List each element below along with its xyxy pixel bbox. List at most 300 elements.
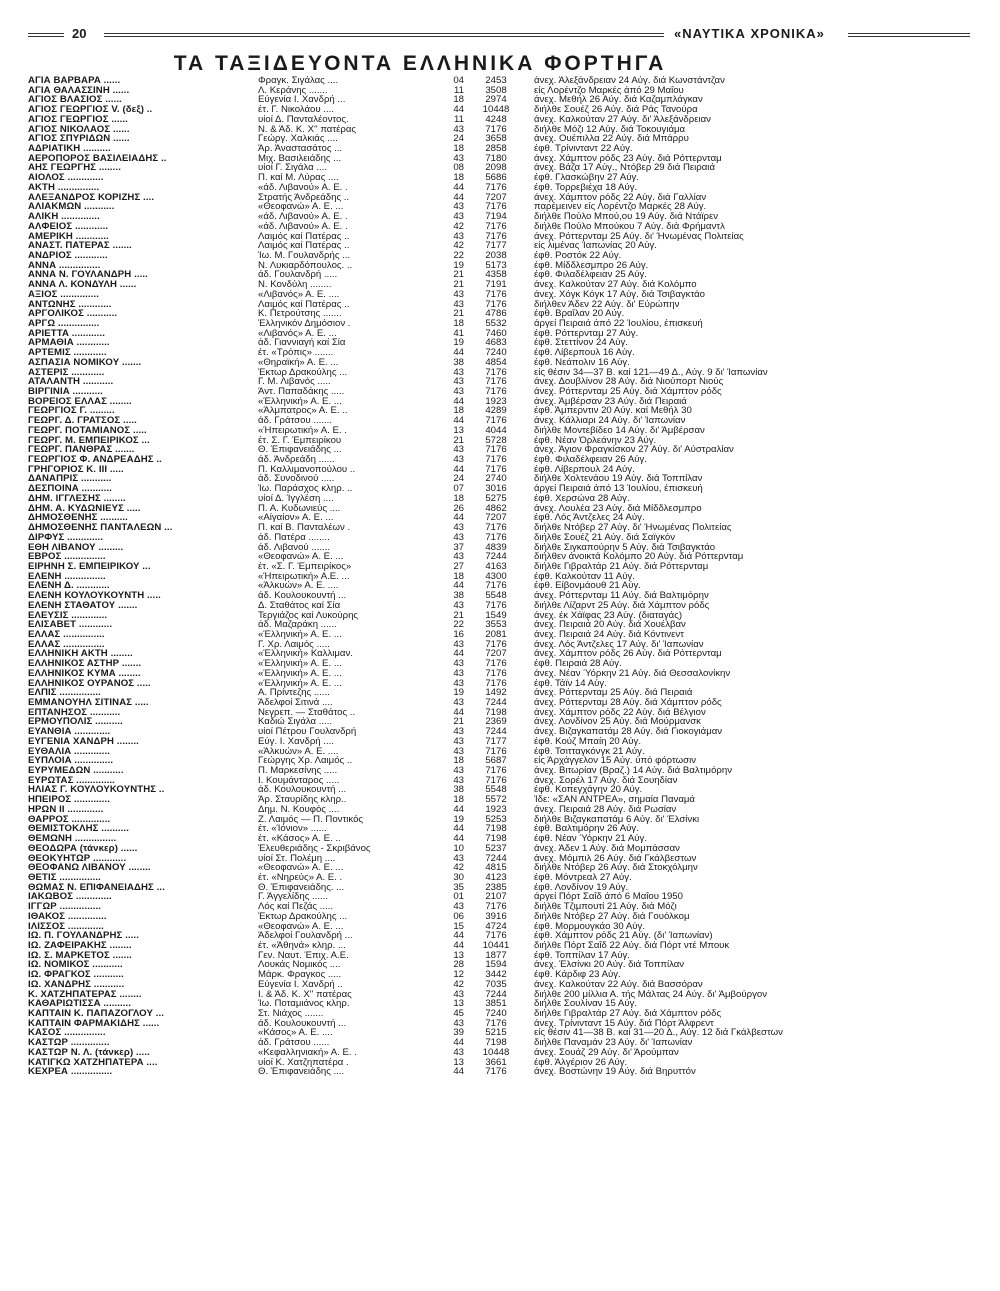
table-row — [28, 436, 818, 446]
table-row — [28, 484, 818, 494]
tonnage: 7176 — [485, 775, 507, 786]
tonnage: 7207 — [485, 649, 507, 660]
tonnage: 7176 — [485, 464, 507, 475]
owner-name: άδ. Λιβανού ....... — [258, 542, 330, 553]
tonnage: 7176 — [485, 202, 507, 213]
tonnage: 7176 — [485, 1018, 507, 1029]
voyage-position: διήλθε Γιβραλτάρ 21 Αύγ. διά Ρόττερνταμ — [534, 561, 709, 572]
ship-name: ΑΚΤΗ ............... — [28, 182, 100, 193]
flag-code: 44 — [453, 1038, 464, 1048]
tonnage: 5215 — [485, 1028, 507, 1039]
owner-name: υίοί Πέτρου Γουλανδρή — [258, 727, 357, 737]
ship-name: ΑΗΣ ΓΕΩΡΓΗΣ ........ — [28, 163, 121, 174]
voyage-position: άνεχ. Καλκούταν 22 Αύγ. διά Βασσόραν — [534, 979, 703, 990]
tonnage: 4815 — [485, 863, 507, 873]
ship-name: ΕΥΡΥΜΕΔΩΝ ........... — [28, 766, 124, 776]
table-row — [28, 513, 818, 523]
owner-name: Ν. Λυκιαρδόπουλος. .. — [258, 260, 353, 271]
table-row — [28, 1038, 818, 1048]
owner-name: υίοί Δ. Ίγγλέση .... — [258, 493, 334, 504]
table-row — [28, 533, 818, 543]
table-row — [28, 86, 818, 96]
table-row — [28, 815, 818, 825]
voyage-position: έφθ. Νέαν Όρλεάνην 23 Αύγ. — [534, 435, 657, 446]
owner-name: άδ. Άνδρεάδη ...... — [258, 455, 335, 465]
ship-name: ΕΥΘΑΛΙΑ ............. — [28, 746, 110, 757]
tonnage: 7176 — [485, 678, 507, 689]
owner-name: Έλληνικόν Δημόσιον . — [258, 318, 351, 329]
table-row — [28, 611, 818, 621]
voyage-position: άνεχ. Νέαν Ύόρκην 21 Αύγ. διά Θεσσαλονίκην — [534, 668, 731, 679]
voyage-position: διήλθε Σιγκαπούρην 5 Αύγ. διά Τσιβαγκτάο — [534, 542, 716, 553]
ship-name: ΒΙΡΓΙΝΙΑ ........... — [28, 387, 103, 397]
voyage-position: διήλθε Παναμάν 23 Αύγ. δι' Ίαπωνίαν — [534, 1038, 693, 1048]
voyage-position: έφθ. Βραΐλαν 20 Αύγ. — [534, 309, 625, 319]
table-row — [28, 523, 818, 533]
flag-code: 12 — [453, 970, 464, 980]
ship-name: ΑΓΙΟΣ ΓΕΩΡΓΙΟΣ V. (δεξ) .. — [28, 105, 153, 115]
table-row — [28, 854, 818, 864]
voyage-position: έφθ. Είβονμάουθ 21 Αύγ. — [534, 581, 641, 592]
ship-name: ΚΑΠΤΑΙΝ Κ. ΠΑΠΑΖΟΓΛΟΥ ... — [28, 1009, 165, 1019]
ship-name: ΕΛΕΝΗ Δ. ............ — [28, 581, 110, 592]
tonnage: 2974 — [485, 95, 507, 106]
ship-name: ΓΕΩΡΓ. ΠΟΤΑΜΙΑΝΟΣ ..... — [28, 425, 147, 436]
ship-name: ΔΑΝΑΠΡΙΣ ........... — [28, 474, 112, 485]
header-rule-left — [28, 33, 64, 37]
table-row — [28, 115, 818, 125]
flag-code: 44 — [453, 931, 464, 941]
flag-code: 43 — [453, 766, 464, 776]
table-row — [28, 1067, 818, 1077]
table-row — [28, 95, 818, 105]
table-row — [28, 202, 818, 212]
voyage-position: άνεχ. Δουβλίνον 28 Αύγ. διά Νιούπορτ Νιούς — [534, 377, 724, 387]
tonnage: 7244 — [485, 552, 507, 562]
flag-code: 11 — [454, 114, 464, 125]
flag-code: 35 — [453, 882, 464, 893]
ship-name: ΑΓΙΟΣ ΓΕΩΡΓΙΟΣ ...... — [28, 114, 128, 125]
voyage-position: άνεχ. Βιζαγκαπατάμ 28 Αύγ. διά Γιοκογιάμαν — [534, 727, 723, 737]
owner-name: Λαιμός καί Πατέρας .. — [258, 241, 350, 251]
table-row — [28, 261, 818, 271]
voyage-position: έφθ. Μίδδλεσμπρο 26 Αύγ. — [534, 260, 649, 271]
flag-code: 13 — [453, 999, 464, 1009]
ship-name: ΕΥΡΩΤΑΣ .............. — [28, 775, 115, 786]
owner-name: άδ. Κουλουκουντή ... — [258, 785, 347, 796]
voyage-position: έφθ. Χάμπτον ρόδς 21 Αύγ. (δι' Ίαπωνίαν) — [534, 931, 713, 941]
owner-name: Α. Πρίντεζης ...... — [258, 688, 330, 698]
table-row — [28, 601, 818, 611]
owner-name: Γεν. Ναυτ. Έπιχ. Α.Ε. — [258, 950, 349, 961]
owner-name: Γ. Άγγελίδης ...... — [258, 892, 329, 903]
voyage-position: είς θέσιν 34—37 Β. καί 121—49 Δ., Αύγ. 9 δι' Ίαπωνίαν — [534, 367, 768, 378]
owner-name: Π. Καλλιμανοπούλου .. — [258, 464, 356, 475]
voyage-position: άνεχ. Πειραιά 24 Αύγ. διά Κόντινεντ — [534, 629, 684, 640]
owner-name: «Άλμπατρος» Α. Ε. .. — [258, 406, 348, 417]
table-row — [28, 834, 818, 844]
owner-name: Τεργιάζος καί Λυκούρης — [258, 610, 359, 621]
flag-code: 43 — [453, 299, 464, 310]
table-row — [28, 679, 818, 689]
table-row — [28, 144, 818, 154]
tonnage: 1594 — [485, 960, 507, 971]
tonnage: 7207 — [485, 192, 507, 203]
tonnage: 7176 — [485, 600, 507, 611]
table-row — [28, 1058, 818, 1068]
table-row — [28, 270, 818, 280]
tonnage: 1923 — [485, 804, 507, 815]
tonnage: 7176 — [485, 377, 507, 387]
owner-name: «άδ. Λιβανού» Α. Ε. . — [258, 221, 348, 232]
owner-name: «Άλκυών» Α. Ε. .... — [258, 581, 339, 592]
table-row — [28, 980, 818, 990]
voyage-position: έφθ. Κάρδιφ 23 Αύγ. — [534, 970, 621, 980]
ship-name: ΑΔΡΙΑΤΙΚΗ .......... — [28, 144, 111, 154]
tonnage: 7176 — [485, 659, 507, 669]
table-row — [28, 426, 818, 436]
voyage-position: έφθ. Νέαν Ύόρκην 21 Αύγ. — [534, 834, 648, 844]
voyage-position: άνεχ. Ουέπιλλα 22 Αύγ. διά Μπάρρυ — [534, 134, 689, 145]
flag-code: 44 — [453, 416, 464, 426]
ship-name: ΑΡΙΕΤΤΑ ............ — [28, 328, 105, 339]
owner-name: άδ. Γράτσου ...... — [258, 1038, 330, 1048]
tonnage: 5572 — [485, 795, 507, 805]
ship-name: ΗΠΕΙΡΟΣ ............. — [28, 795, 110, 805]
ship-name: ΔΗΜΟΣΘΕΝΗΣ .......... — [28, 513, 128, 524]
flag-code: 21 — [453, 610, 464, 621]
tonnage: 7176 — [485, 289, 507, 300]
ship-name: ΕΛΠΙΣ ............... — [28, 688, 101, 698]
ship-name: ΑΝΑΣΤ. ΠΑΤΕΡΑΣ ....... — [28, 241, 132, 251]
owner-name: Λουκάς Νομικός .... — [258, 960, 341, 971]
ship-name: ΙΛΙΣΣΟΣ ............. — [28, 921, 104, 932]
ship-name: ΑΞΙΟΣ .............. — [28, 289, 99, 300]
table-row — [28, 445, 818, 455]
table-row — [28, 494, 818, 504]
owner-name: Νεγρεπ. — Σταθάτος .. — [258, 707, 356, 718]
table-row — [28, 688, 818, 698]
owner-name: Ίω. Ποταμιάνος κληρ. — [258, 999, 350, 1009]
tonnage: 2858 — [485, 144, 507, 154]
ship-name: ΚΕΧΡΕΑ ............... — [28, 1067, 113, 1078]
flag-code: 24 — [453, 474, 464, 485]
voyage-position: άνεχ. Ρόττερνταμ 11 Αύγ. διά Βαλτιμόρην — [534, 591, 709, 601]
flag-code: 43 — [453, 212, 464, 222]
owner-name: Ζ. Λαιμός — Π. Ποντικός — [258, 814, 364, 825]
flag-code: 44 — [453, 348, 464, 358]
ship-name: ΘΑΡΡΟΣ .............. — [28, 814, 111, 825]
flag-code: 43 — [453, 289, 464, 300]
tonnage: 5275 — [485, 493, 507, 504]
owner-name: άδ. Γιαννιαγή καί Σία — [258, 338, 346, 349]
ship-name: ΓΕΩΡΓΙΟΣ Φ. ΑΝΔΡΕΑΔΗΣ .. — [28, 455, 162, 465]
voyage-position: άνεχ. Ρόττερνταμ 25 Αύγ. διά Πειραιά — [534, 688, 693, 698]
voyage-position: έφθ. Λονδίνον 19 Αύγ. — [534, 882, 629, 893]
owner-name: έτ. «Άθηνά» κληρ. ... — [258, 940, 346, 951]
flag-code: 43 — [453, 727, 464, 737]
ship-name: ΕΡΜΟΥΠΟΛΙΣ .......... — [28, 717, 123, 728]
table-row — [28, 329, 818, 339]
tonnage: 1549 — [485, 610, 507, 621]
owner-name: άδ. Συνοδινού ..... — [258, 474, 335, 485]
table-row — [28, 892, 818, 902]
voyage-position: άργεί Πειραιά άπό 22 Ίουλίου, έπισκευή — [534, 318, 703, 329]
voyage-position: έφθ. Λίβερπουλ 16 Αύγ. — [534, 348, 635, 358]
tonnage: 7176 — [485, 766, 507, 776]
owner-name: Έκτωρ Δρακούλης ... — [258, 911, 348, 922]
voyage-position: διήλθε Πούλο Μπού,ου 19 Αύγ. διά Ντάϊρεν — [534, 212, 719, 222]
owner-name: έτ. Σ. Γ. Έμπειρίκου — [258, 435, 342, 446]
table-row — [28, 562, 818, 572]
voyage-position: είς θέσιν 41—38 Β. καί 31—20 Δ., Αύγ. 12 διά Γκάλβεστων — [534, 1028, 783, 1039]
tonnage: 7244 — [485, 853, 507, 864]
tonnage: 5173 — [485, 260, 507, 271]
voyage-position: έφθ. Τρίνινταντ 22 Αύγ. — [534, 144, 633, 154]
table-row — [28, 543, 818, 553]
owner-name: «Αίγαίον» Α. Ε. ... — [258, 513, 334, 524]
table-row — [28, 951, 818, 961]
tonnage: 7177 — [485, 241, 507, 251]
tonnage: 2453 — [485, 76, 507, 86]
table-row — [28, 173, 818, 183]
ship-name: ΑΡΓΩ ............... — [28, 318, 100, 329]
flag-code: 43 — [453, 1047, 464, 1058]
owner-name: «άδ. Λιβανού» Α. Ε. . — [258, 182, 348, 193]
voyage-position: άνεχ. Μόμπιλ 26 Αύγ. διά Γκάλβεστων — [534, 853, 697, 864]
ship-name: ΒΟΡΕΙΟΣ ΕΛΛΑΣ ........ — [28, 396, 132, 407]
voyage-position: έφθ. Λός Άντζελες 24 Αύγ. — [534, 513, 645, 524]
voyage-position: άνεχ. Βιτωρίαν (Βραζ.) 14 Αύγ. διά Βαλτιμόρην — [534, 766, 732, 776]
owner-name: άδ. Κουλουκουντή ... — [258, 591, 347, 601]
owner-name: Άδελφοί Γουλανδρή ... — [258, 931, 353, 941]
table-row — [28, 922, 818, 932]
table-row — [28, 902, 818, 912]
ship-name: ΕΛΛΗΝΙΚΟΣ ΟΥΡΑΝΟΣ ..... — [28, 678, 151, 689]
owner-name: «Θεοφανώ» Α. Ε. ... — [258, 921, 344, 932]
voyage-position: άνεχ. Ρόττερνταμ 25 Αύγ. δι' Ήνωμένας Πολιτείας — [534, 231, 744, 242]
voyage-position: άνεχ. Έλσίνκι 20 Αύγ. διά Τοππίλαν — [534, 960, 685, 971]
flag-code: 37 — [453, 542, 464, 553]
tonnage: 1492 — [485, 688, 507, 698]
voyage-position: έφθ. Κοπεγχάγην 20 Αύγ. — [534, 785, 643, 796]
ship-name: ΓΕΩΡΓ. Δ. ΓΡΑΤΣΟΣ ..... — [28, 416, 137, 426]
flag-code: 44 — [453, 834, 464, 844]
ship-name: ΑΡΤΕΜΙΣ ............ — [28, 348, 107, 358]
voyage-position: έφθ. Ροστόκ 22 Αύγ. — [534, 250, 622, 261]
flag-code: 44 — [453, 464, 464, 475]
tonnage: 3658 — [485, 134, 507, 145]
voyage-position: άνεχ. Χάμπτον ρόδς 23 Αύγ. διά Ρόττερνταμ — [534, 153, 722, 164]
table-row — [28, 931, 818, 941]
voyage-position: έφθ. Τσιτταγκόνγκ 21 Αύγ. — [534, 746, 645, 757]
ship-name: ΓΕΩΡΓ. ΠΑΝΘΡΑΣ ....... — [28, 445, 135, 456]
owner-name: Μιχ. Βασιλειάδης ... — [258, 153, 342, 164]
ship-name: ΕΛΕΝΗ ............... — [28, 571, 106, 582]
tonnage: 10441 — [482, 940, 510, 951]
ship-name: ΕΥΓΕΝΙΑ ΧΑΝΔΡΗ ........ — [28, 736, 139, 747]
tonnage: 2038 — [485, 250, 507, 261]
table-row — [28, 591, 818, 601]
ship-name: ΑΡΓΟΛΙΚΟΣ ........... — [28, 309, 118, 319]
owner-name: Δημ. Ν. Κουφός .... — [258, 804, 340, 815]
ship-name: ΑΛΕΞΑΝΔΡΟΣ ΚΟΡΙΖΗΣ .... — [28, 192, 155, 203]
ship-name: ΙΩ. ΦΡΑΓΚΟΣ ........... — [28, 970, 124, 980]
voyage-position: έφθ. Άμπερντιν 20 Αύγ. καί Μεθήλ 30 — [534, 406, 692, 417]
flag-code: 26 — [453, 503, 464, 514]
tonnage: 3508 — [485, 85, 507, 96]
tonnage: 5253 — [485, 814, 507, 825]
ship-name: ΓΕΩΡΓΙΟΣ Γ. ......... — [28, 406, 115, 417]
voyage-position: άνεχ. Πειραιά 28 Αύγ. διά Ρωσίαν — [534, 804, 677, 815]
table-row — [28, 883, 818, 893]
table-row — [28, 785, 818, 795]
ship-name: ΚΑΘΑΡΙΩΤΙΣΣΑ .......... — [28, 999, 132, 1009]
tonnage: 2107 — [485, 892, 507, 903]
owner-name: Ν. & Άδ. Κ. Χ'' πατέρας — [258, 124, 357, 135]
owner-name: «Λιβανός» Α. Ε. ... — [258, 328, 337, 339]
flag-code: 43 — [453, 387, 464, 397]
voyage-position: διήλθε Σουλίναν 15 Αύγ. — [534, 999, 638, 1009]
ship-name: ΑΜΕΡΙΚΗ ............ — [28, 231, 109, 242]
tonnage: 3442 — [485, 970, 507, 980]
flag-code: 44 — [453, 396, 464, 407]
table-row — [28, 163, 818, 173]
tonnage: 7176 — [485, 416, 507, 426]
table-row — [28, 232, 818, 242]
tonnage: 2098 — [485, 163, 507, 174]
voyage-position: διήλθε Πόρτ Σαΐδ 22 Αύγ. διά Πόρτ ντέ Μπουκ — [534, 940, 730, 951]
voyage-position: διήλθε Γιβραλτάρ 27 Αύγ. διά Χάμπτον ρόδς — [534, 1009, 722, 1019]
tonnage: 7176 — [485, 455, 507, 465]
tonnage: 7194 — [485, 212, 507, 222]
flag-code: 44 — [453, 182, 464, 193]
table-row — [28, 824, 818, 834]
owner-name: έτ. «Τρόπις» ....... — [258, 348, 334, 358]
table-row — [28, 134, 818, 144]
voyage-position: άνεχ. Ρόττερνταμ 25 Αύγ. διά Χάμπτον ρόδς — [534, 387, 722, 397]
tonnage: 4248 — [485, 114, 507, 125]
owner-name: Γεώργ. Χαλκιάς .... — [258, 134, 338, 145]
flag-code: 42 — [453, 241, 464, 251]
owner-name: Δ. Σταθάτος καί Σία — [258, 600, 341, 611]
flag-code: 38 — [453, 591, 464, 601]
flag-code: 06 — [453, 911, 464, 922]
flag-code: 08 — [453, 163, 464, 174]
owner-name: «Έλληνική» Α. Ε. ... — [258, 629, 342, 640]
ship-name: ΕΛΛΑΣ ............... — [28, 629, 105, 640]
flag-code: 21 — [453, 309, 464, 319]
table-row — [28, 805, 818, 815]
tonnage: 7176 — [485, 387, 507, 397]
voyage-position: διήλθε Τζιμπουτί 21 Αύγ. διά Μόζι — [534, 902, 677, 912]
flag-code: 44 — [453, 824, 464, 835]
ship-name: ΕΛΛΗΝΙΚΟΣ ΑΣΤΗΡ ....... — [28, 659, 142, 669]
table-row — [28, 698, 818, 708]
table-row — [28, 397, 818, 407]
tonnage: 7176 — [485, 221, 507, 232]
ship-name: ΕΛΛΗΝΙΚΟΣ ΚΥΜΑ ........ — [28, 668, 141, 679]
table-row — [28, 1028, 818, 1038]
owner-name: άδ. Γράτσου ....... — [258, 416, 332, 426]
page-header — [28, 26, 970, 46]
voyage-position: άνεχ. Κάλλιαρι 24 Αύγ. δι' Ίαπωνίαν — [534, 416, 686, 426]
voyage-position: έφθ. Καλκούταν 11 Αύγ. — [534, 571, 635, 582]
owner-name: «Έλληνική» Α. Ε. ... — [258, 659, 342, 669]
tonnage: 7240 — [485, 1009, 507, 1019]
table-row — [28, 338, 818, 348]
owner-name: «Κεφαλληνιακή» Α. Ε. . — [258, 1047, 357, 1058]
voyage-position: άργεί Πειραιά άπό 13 Ίουλίου, έπισκευή — [534, 484, 703, 494]
tonnage: 7180 — [485, 153, 507, 164]
owner-name: Π. Α. Κυδωνιεύς .... — [258, 503, 341, 514]
tonnage: 5687 — [485, 756, 507, 767]
flag-code: 22 — [453, 250, 464, 261]
flag-code: 42 — [453, 221, 464, 232]
tonnage: 5548 — [485, 591, 507, 601]
flag-code: 43 — [453, 552, 464, 562]
voyage-position: διήλθε Πούλο Μπούκου 7 Αύγ. διά Φρήμαντλ — [534, 221, 725, 232]
owner-name: υίοί Γ. Σιγάλα .... — [258, 163, 328, 174]
page-number: 20 — [72, 26, 87, 41]
voyage-position: έφθ. Πειραιά 28 Αύγ. — [534, 659, 622, 669]
ship-name: ΘΕΜΩΝΗ ............... — [28, 834, 117, 844]
owner-name: Λαιμός καί Πατέρας .. — [258, 299, 350, 310]
table-row — [28, 581, 818, 591]
table-row — [28, 348, 818, 358]
flag-code: 42 — [453, 979, 464, 990]
flag-code: 38 — [453, 785, 464, 796]
flag-code: 13 — [453, 1057, 464, 1068]
table-row — [28, 416, 818, 426]
voyage-position: έφθ. Στεττίνον 24 Αύγ. — [534, 338, 628, 349]
table-row — [28, 640, 818, 650]
tonnage: 7240 — [485, 348, 507, 358]
flag-code: 18 — [453, 173, 464, 183]
owner-name: Εύγενία Ι. Χανδρή .. — [258, 979, 343, 990]
tonnage: 4862 — [485, 503, 507, 514]
voyage-position: έφθ. Μόντρεαλ 27 Αύγ. — [534, 872, 632, 883]
ship-name: ΑΝΝΑ Λ. ΚΟΝΔΥΛΗ ...... — [28, 280, 137, 290]
voyage-position: έφθ. Νεάπολιν 16 Αύγ. — [534, 357, 630, 368]
table-row — [28, 280, 818, 290]
ship-name: ΑΛΙΑΚΜΩΝ ........... — [28, 202, 115, 213]
tonnage: 3851 — [485, 999, 507, 1009]
ship-name: ΚΑΣΤΩΡ Ν. Λ. (τάνκερ) ..... — [28, 1047, 150, 1058]
tonnage: 7176 — [485, 523, 507, 533]
flag-code: 44 — [453, 105, 464, 115]
tonnage: 4683 — [485, 338, 507, 349]
owner-name: έτ. «Κάσος» Α. Ε. .. — [258, 834, 341, 844]
ship-name: ΔΙΡΦΥΣ ............. — [28, 532, 104, 543]
voyage-position: είς λιμένας Ίαπωνίας 20 Αύγ. — [534, 241, 657, 251]
ship-name: ΙΩ. Π. ΓΟΥΛΑΝΔΡΗΣ ..... — [28, 931, 139, 941]
ship-name: ΚΑΣΤΩΡ .............. — [28, 1038, 110, 1048]
owner-name: Λ. Κεράνης ....... — [258, 85, 328, 96]
table-row — [28, 863, 818, 873]
table-row — [28, 1009, 818, 1019]
ship-name: ΑΓΙΟΣ ΝΙΚΟΛΑΟΣ ...... — [28, 124, 130, 135]
ship-name: ΑΝΤΩΝΗΣ ............ — [28, 299, 112, 310]
flag-code: 07 — [453, 484, 464, 494]
table-row — [28, 105, 818, 115]
ship-name: ΗΡΩΝ ΙΙ ............. — [28, 804, 104, 815]
owner-name: Ι. Κουμάνταρος ..... — [258, 775, 340, 786]
flag-code: 01 — [453, 892, 464, 903]
flag-code: 44 — [453, 1067, 464, 1078]
ship-name: ΑΤΑΛΑΝΤΗ ........... — [28, 377, 114, 387]
tonnage: 7176 — [485, 367, 507, 378]
